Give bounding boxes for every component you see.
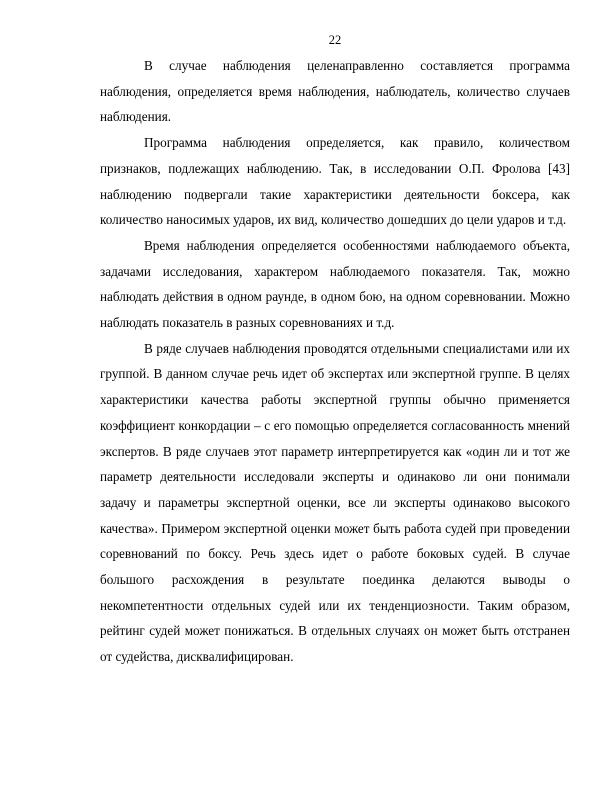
paragraph: Программа наблюдения определяется, как правило, количеством признаков, подлежащих наблюдению. Так, в исследовании О.П. Фролова [43] наблюдению подвергали такие характеристики деятельности боксера, как количество наносимых ударов, их вид, количество дошедших до цели ударов и т.д. (100, 135, 570, 228)
paragraph: В случае наблюдения целенаправленно составляется программа наблюдения, определяется время наблюдения, наблюдатель, количество случаев наблюдения. (100, 58, 570, 125)
page-number: 22 (328, 33, 342, 47)
paragraph: В ряде случаев наблюдения проводятся отдельными специалистами или их группой. В данном случае речь идет об экспертах или экспертной группе. В целях характеристики качества работы экспертной группы обычно применяется коэффициент конкордации – с его помощью определяется согласованность мнений экспертов. В ряде случаев этот параметр интерпретируется как «один ли и тот же параметр деятельности исследовали эксперты и одинаково ли они понимали задачу и параметры экспертной оценки, все ли эксперты одинаково высокого качества». Примером экспертной оценки может быть работа судей при проведении соревнований по боксу. Речь здесь идет о работе боковых судей. В случае большого расхождения в результате поединка делаются выводы о некомпетентности отдельных судей или их тенденциозности. Таким образом, рейтинг судей может понижаться. В отдельных случаях он может быть отстранен от судейства, дисквалифицирован. (100, 340, 570, 665)
paragraph: Время наблюдения определяется особенностями наблюдаемого объекта, задачами исследования, характером наблюдаемого показателя. Так, можно наблюдать действия в одном раунде, в одном бою, на одном соревновании. Можно наблюдать показатель в разных соревнованиях и т.д. (100, 237, 570, 331)
body-text (100, 53, 570, 670)
